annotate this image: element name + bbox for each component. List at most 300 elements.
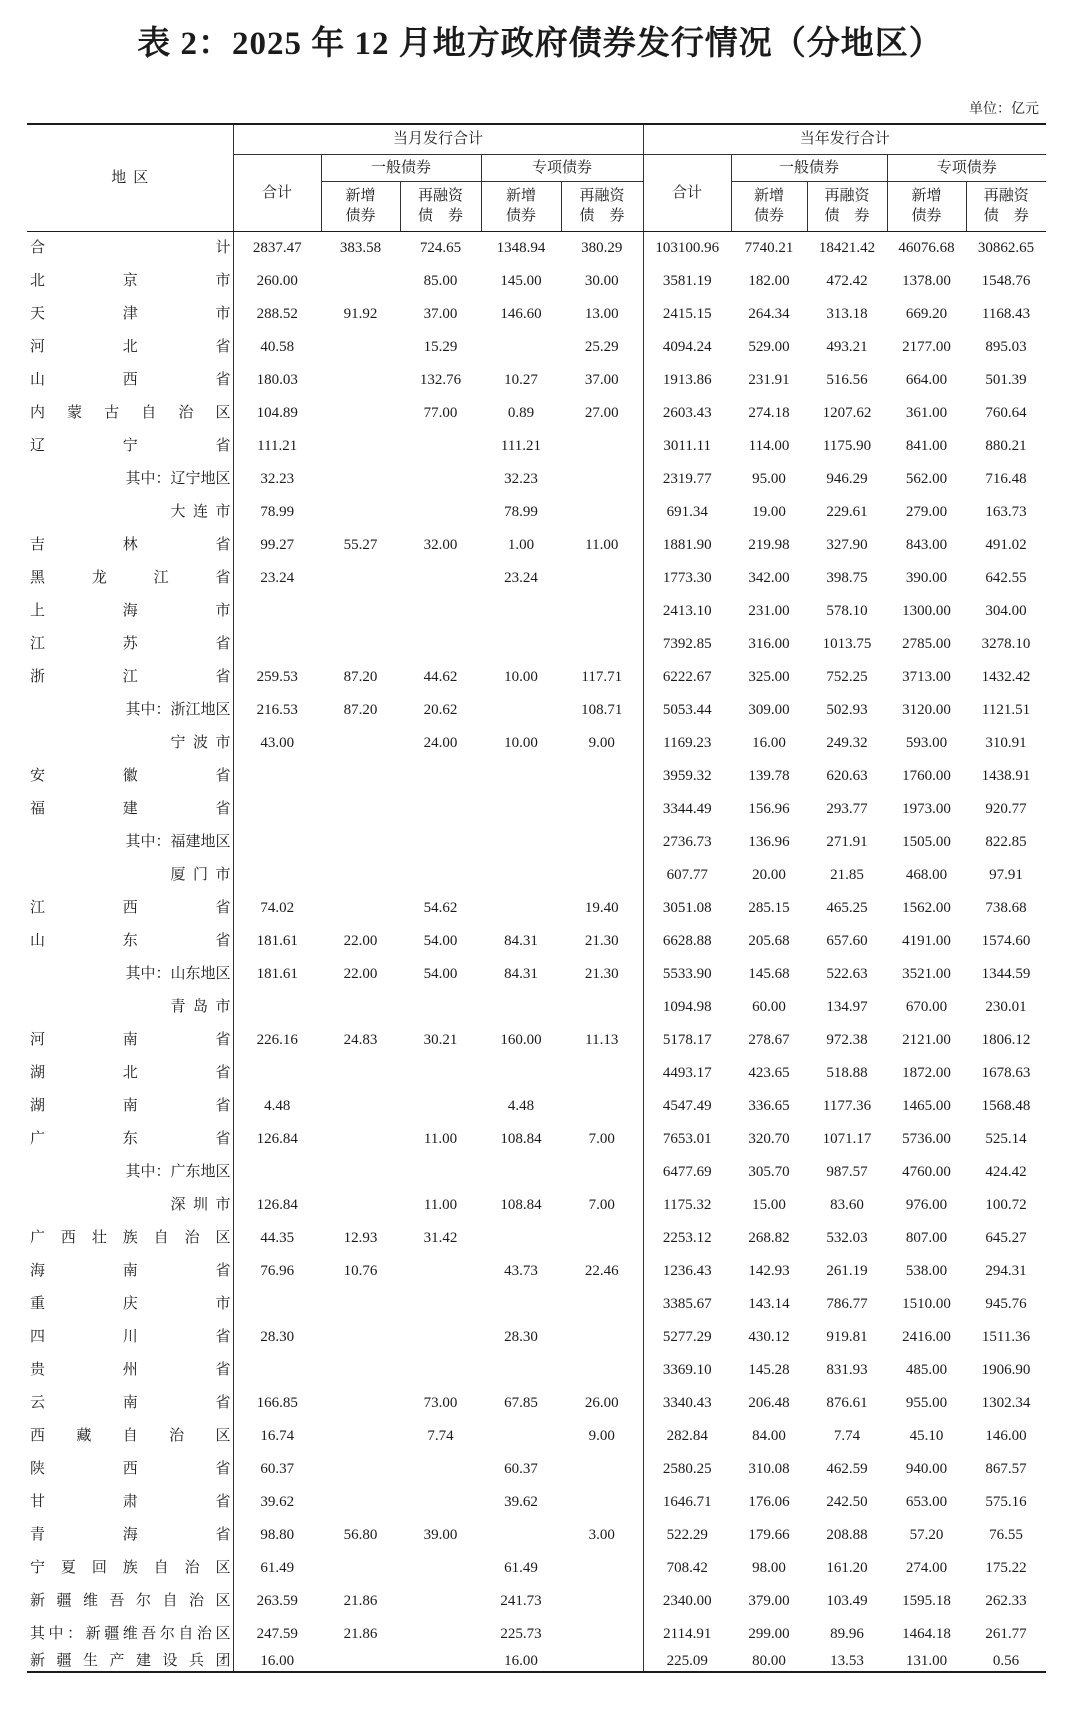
region-wrap: [30, 272, 231, 290]
month-special-new-cell: [481, 594, 561, 627]
year-special-new-cell: 2121.00: [902, 1031, 951, 1048]
year-special-refi-cell: 760.64: [985, 404, 1027, 421]
month-special-refi-cell: 117.71: [561, 660, 643, 693]
month-special-refi-cell: 25.29: [561, 330, 643, 363]
year-special-new-cell: 1760.00: [902, 767, 951, 784]
region-wrap: [30, 1262, 231, 1280]
region-wrap: [30, 536, 231, 554]
region-name: 合计: [30, 239, 231, 256]
region-name: 厦门市: [170, 866, 231, 883]
year-special-new-cell: 2785.00: [902, 635, 951, 652]
month-special-new-cell: [481, 330, 561, 363]
month-special-refi-cell: [561, 1056, 643, 1089]
table-subrow: [27, 1155, 1046, 1188]
region-wrap: [30, 734, 231, 752]
region-wrap: [30, 1652, 231, 1670]
table-row: [27, 1485, 1046, 1518]
year-special-refi-cell: 1432.42: [981, 668, 1031, 685]
month-general-new-cell: [321, 825, 400, 858]
year-general-refi-label: 再融资 债券: [824, 188, 870, 224]
year-special-new-cell: 468.00: [905, 866, 948, 883]
year-special-new-cell: 4760.00: [902, 1163, 951, 1180]
region-wrap: [30, 1592, 231, 1610]
year-general-header: 一般债券: [731, 154, 887, 181]
month-special-new-cell: 146.60: [500, 305, 542, 322]
region-wrap: [30, 1031, 231, 1049]
month-general-refi-cell: [400, 594, 481, 627]
year-general-new-cell: 336.65: [748, 1097, 790, 1114]
month-general-new-cell: [321, 1386, 400, 1419]
year-special-refi-label: 再融资 债券: [983, 188, 1029, 224]
year-general-refi-cell: 293.77: [826, 800, 868, 817]
region-name: 深圳市: [170, 1196, 231, 1213]
month-special-new-cell: [481, 1221, 561, 1254]
year-general-refi-cell: 502.93: [826, 701, 868, 718]
region-wrap: [30, 1295, 231, 1313]
year-total-cell: 2580.25: [662, 1460, 712, 1477]
year-general-new-cell: 145.28: [748, 1361, 790, 1378]
year-special-refi-cell: 146.00: [985, 1427, 1027, 1444]
year-special-refi-cell: 575.16: [985, 1493, 1027, 1510]
year-general-refi-cell: 271.91: [826, 833, 868, 850]
region-wrap: [30, 569, 231, 587]
year-general-refi-cell: 21.85: [830, 866, 864, 883]
table-row: [27, 1419, 1046, 1452]
month-total-cell: 78.99: [260, 503, 295, 520]
month-general-refi-cell: [400, 1452, 481, 1485]
region-name: 湖北省: [30, 1064, 231, 1081]
year-general-new-cell: 206.48: [748, 1394, 790, 1411]
region-wrap: [30, 767, 231, 785]
year-header: 当年发行合计: [643, 124, 1046, 154]
year-general-new-cell: 84.00: [752, 1427, 786, 1444]
region-wrap: [30, 371, 231, 389]
region-header-label: 地区: [111, 169, 149, 186]
region-name: 湖南省: [30, 1097, 231, 1114]
table-row: [27, 1551, 1046, 1584]
region-wrap: [30, 932, 231, 950]
region-cell: [27, 1518, 233, 1551]
year-general-refi-cell: 516.56: [826, 371, 868, 388]
month-general-refi-cell: [400, 1617, 481, 1650]
year-special-refi-cell: 424.42: [985, 1163, 1027, 1180]
region-wrap: [30, 998, 231, 1016]
month-general-refi-cell: 11.00: [423, 1196, 458, 1213]
month-general-new-cell: [321, 1188, 400, 1221]
month-total-cell: 16.74: [260, 1427, 295, 1444]
year-general-refi-cell: 465.25: [826, 899, 868, 916]
year-special-refi-cell: 175.22: [985, 1559, 1027, 1576]
month-total-cell: 28.30: [260, 1328, 295, 1345]
month-special-new-cell: 4.48: [507, 1097, 535, 1114]
region-cell: [27, 858, 233, 891]
month-total-cell: 126.84: [256, 1130, 298, 1147]
year-special-refi-cell: 920.77: [985, 800, 1027, 817]
month-total-cell: 76.96: [260, 1262, 295, 1279]
month-special-refi-cell: [561, 1584, 643, 1617]
region-wrap: [30, 602, 231, 620]
year-general-new-cell: 264.34: [748, 305, 790, 322]
month-special-refi-cell: 11.00: [561, 528, 643, 561]
month-special-new-cell: 1.00: [507, 536, 535, 553]
region-wrap: [30, 1427, 231, 1445]
month-special-new-cell: [481, 1518, 561, 1551]
month-special-refi-cell: 7.00: [561, 1122, 643, 1155]
month-special-refi-cell: 22.46: [561, 1254, 643, 1287]
year-total-cell: 7653.01: [662, 1130, 712, 1147]
year-special-new-label: 新增 债券: [911, 188, 942, 224]
table-subrow: [27, 495, 1046, 528]
region-cell: [27, 1023, 233, 1056]
year-general-refi-cell: 261.19: [826, 1262, 868, 1279]
table-row: [27, 264, 1046, 297]
month-special-refi-cell: 21.30: [561, 924, 643, 957]
month-general-new-cell: 12.93: [343, 1229, 378, 1246]
year-special-refi-cell: 304.00: [985, 602, 1027, 619]
table-row: [27, 1023, 1046, 1056]
month-special-new-cell: 43.73: [504, 1262, 538, 1279]
region-wrap: [30, 965, 231, 983]
month-special-new-cell: [481, 627, 561, 660]
year-special-refi-cell: 0.56: [992, 1652, 1020, 1669]
year-special-refi-cell: 645.27: [985, 1229, 1027, 1246]
month-general-refi-cell: 30.21: [423, 1031, 458, 1048]
month-general-refi-cell: 132.76: [419, 371, 462, 388]
month-general-refi-cell: [400, 1287, 481, 1320]
month-general-new-cell: [321, 1452, 400, 1485]
region-wrap: [30, 338, 231, 356]
year-total-cell: 2415.15: [662, 305, 712, 322]
year-general-new-cell: 114.00: [748, 437, 790, 454]
year-special-new-cell: 1378.00: [902, 272, 951, 289]
year-general-refi-cell: 1177.36: [822, 1097, 872, 1114]
issuance-table: [27, 123, 1046, 1673]
region-name: 河北省: [30, 338, 231, 355]
month-general-new-cell: [321, 429, 400, 462]
month-general-refi-cell: 54.00: [423, 965, 458, 982]
table-header: [27, 124, 1046, 231]
year-special-new-cell: 1595.18: [902, 1592, 951, 1609]
month-general-refi-cell: [400, 1089, 481, 1122]
month-general-refi-cell: [400, 1320, 481, 1353]
region-cell: [27, 1320, 233, 1353]
month-special-new-cell: [481, 1353, 561, 1386]
month-general-refi-cell: [400, 759, 481, 792]
year-general-refi-cell: 946.29: [826, 470, 868, 487]
year-general-refi-cell: 327.90: [826, 536, 868, 553]
table-row: [27, 561, 1046, 594]
month-total-cell: 61.49: [260, 1559, 295, 1576]
year-general-new-cell: 423.65: [748, 1064, 790, 1081]
year-general-new-cell: 7740.21: [744, 239, 794, 256]
month-special-new-cell: [481, 990, 561, 1023]
region-name: 广东省: [30, 1130, 231, 1147]
month-general-refi-cell: [400, 990, 481, 1023]
region-cell: [27, 1386, 233, 1419]
region-name: 内蒙古自治区: [30, 404, 231, 421]
month-total-cell: 111.21: [257, 437, 298, 454]
region-wrap: [30, 1097, 231, 1115]
year-special-new-cell: 807.00: [905, 1229, 948, 1246]
year-general-new-cell: 145.68: [748, 965, 790, 982]
month-general-new-cell: [321, 495, 400, 528]
month-special-new-cell: 241.73: [500, 1592, 542, 1609]
region-cell: [27, 1551, 233, 1584]
month-general-new-cell: [321, 1650, 400, 1672]
year-general-refi-cell: 313.18: [826, 305, 868, 322]
year-general-refi-cell: 398.75: [826, 569, 868, 586]
month-total-cell: 166.85: [256, 1394, 298, 1411]
region-wrap: [30, 635, 231, 653]
year-total-cell: 2603.43: [662, 404, 712, 421]
region-wrap: [30, 833, 231, 851]
year-total-cell: 6628.88: [662, 932, 712, 949]
year-general-refi-cell: 83.60: [830, 1196, 864, 1213]
month-total-cell: 16.00: [260, 1652, 295, 1669]
month-total-cell: 104.89: [256, 404, 298, 421]
year-total-cell: 1236.43: [662, 1262, 712, 1279]
region-cell: [27, 627, 233, 660]
month-general-new-header: [321, 181, 400, 231]
region-cell: [27, 792, 233, 825]
year-total-cell: 3051.08: [662, 899, 712, 916]
year-general-refi-cell: 972.38: [826, 1031, 868, 1048]
month-special-refi-cell: [561, 1353, 643, 1386]
month-general-refi-cell: 15.29: [423, 338, 458, 355]
month-special-refi-cell: [561, 429, 643, 462]
page-title: 表 2：2025 年 12 月地方政府债券发行情况（分地区）: [137, 26, 943, 62]
region-wrap: [30, 1394, 231, 1412]
year-total-cell: 2253.12: [662, 1229, 712, 1246]
year-general-new-cell: 278.67: [748, 1031, 790, 1048]
month-general-refi-cell: 54.00: [423, 932, 458, 949]
month-general-refi-cell: [400, 858, 481, 891]
year-general-refi-cell: 18421.42: [818, 239, 876, 256]
month-special-refi-cell: 37.00: [561, 363, 643, 396]
region-name: 宁波市: [170, 734, 231, 751]
total-row: [27, 231, 1046, 264]
table-subrow: [27, 462, 1046, 495]
month-special-new-cell: 10.27: [504, 371, 538, 388]
year-total-cell: 522.29: [666, 1526, 708, 1543]
year-special-refi-cell: 525.14: [985, 1130, 1027, 1147]
region-wrap: [30, 668, 231, 686]
month-special-refi-cell: 108.71: [561, 693, 643, 726]
month-special-new-cell: 10.00: [504, 734, 538, 751]
month-total-cell: [233, 1353, 321, 1386]
month-general-refi-label: 再融资 债券: [417, 188, 463, 224]
month-special-new-cell: 145.00: [500, 272, 542, 289]
month-general-new-cell: 24.83: [343, 1031, 378, 1048]
month-special-new-cell: [481, 1287, 561, 1320]
region-name: 其中：广东地区: [125, 1163, 231, 1180]
region-wrap: [30, 1460, 231, 1478]
year-general-new-cell: 139.78: [748, 767, 790, 784]
month-general-refi-cell: 20.62: [423, 701, 458, 718]
month-total-cell: 247.59: [256, 1625, 298, 1642]
month-general-new-cell: [321, 1353, 400, 1386]
region-wrap: [30, 800, 231, 818]
month-special-new-cell: 32.23: [504, 470, 538, 487]
month-total-cell: 259.53: [256, 668, 298, 685]
year-special-refi-cell: 880.21: [985, 437, 1027, 454]
month-special-new-cell: [481, 693, 561, 726]
year-total-cell: 3385.67: [662, 1295, 712, 1312]
month-total-header: 合计: [233, 154, 321, 231]
year-total-cell: 4493.17: [662, 1064, 712, 1081]
year-special-new-cell: 1973.00: [902, 800, 951, 817]
region-cell: [27, 594, 233, 627]
region-cell: [27, 1155, 233, 1188]
year-total-cell: 5053.44: [662, 701, 712, 718]
region-name: 海南省: [30, 1262, 231, 1279]
year-general-new-cell: 219.98: [748, 536, 790, 553]
month-total-cell: 23.24: [260, 569, 295, 586]
month-special-new-cell: 111.21: [500, 437, 542, 454]
month-general-refi-cell: [400, 429, 481, 462]
year-special-refi-cell: 716.48: [985, 470, 1027, 487]
region-cell: [27, 330, 233, 363]
month-header: 当月发行合计: [233, 124, 643, 154]
year-general-refi-header: [807, 181, 887, 231]
month-special-new-label: 新增 债券: [505, 188, 536, 224]
year-general-new-cell: 95.00: [752, 470, 786, 487]
year-special-refi-cell: 1574.60: [981, 932, 1031, 949]
year-general-refi-cell: 522.63: [826, 965, 868, 982]
month-special-new-cell: 225.73: [500, 1625, 542, 1642]
month-general-refi-cell: [400, 1584, 481, 1617]
table-row: [27, 627, 1046, 660]
month-special-refi-cell: [561, 1452, 643, 1485]
year-general-refi-cell: 987.57: [826, 1163, 868, 1180]
month-general-refi-cell: 77.00: [423, 404, 458, 421]
month-special-refi-cell: [561, 1089, 643, 1122]
table-row: [27, 1254, 1046, 1287]
year-special-refi-cell: 1344.59: [981, 965, 1031, 982]
year-special-new-cell: 653.00: [905, 1493, 948, 1510]
table-subrow: [27, 1650, 1046, 1672]
month-general-refi-cell: 37.00: [423, 305, 458, 322]
year-general-new-cell: 274.18: [748, 404, 790, 421]
month-general-new-cell: [321, 1122, 400, 1155]
region-cell: [27, 1221, 233, 1254]
region-name: 上海市: [30, 602, 231, 619]
month-total-cell: 40.58: [260, 338, 295, 355]
month-general-refi-cell: 7.74: [427, 1427, 454, 1444]
table-row: [27, 330, 1046, 363]
year-general-refi-cell: 249.32: [826, 734, 868, 751]
year-special-new-cell: 562.00: [905, 470, 948, 487]
month-special-refi-header: [561, 181, 643, 231]
month-general-refi-cell: [400, 825, 481, 858]
month-special-refi-cell: [561, 1287, 643, 1320]
month-general-new-cell: [321, 792, 400, 825]
year-special-refi-cell: 76.55: [989, 1526, 1023, 1543]
region-cell: [27, 1122, 233, 1155]
month-general-refi-cell: [400, 627, 481, 660]
month-general-new-cell: [321, 462, 400, 495]
month-general-refi-cell: [400, 462, 481, 495]
region-name: 其中：辽宁地区: [125, 470, 231, 487]
month-total-cell: 39.62: [260, 1493, 295, 1510]
year-general-refi-cell: 229.61: [826, 503, 868, 520]
month-special-new-cell: 84.31: [504, 932, 538, 949]
month-general-new-cell: [321, 1320, 400, 1353]
year-special-refi-cell: 738.68: [985, 899, 1027, 916]
table-row: [27, 1518, 1046, 1551]
month-general-new-cell: [321, 561, 400, 594]
month-special-new-cell: 78.99: [504, 503, 538, 520]
region-header: [27, 124, 233, 231]
month-general-refi-cell: [400, 1155, 481, 1188]
table-row: [27, 1221, 1046, 1254]
month-general-refi-cell: 724.65: [419, 239, 462, 256]
table-row: [27, 396, 1046, 429]
year-special-new-cell: 669.20: [905, 305, 948, 322]
region-name: 江苏省: [30, 635, 231, 652]
month-total-cell: [233, 858, 321, 891]
region-wrap: [30, 1559, 231, 1577]
month-general-new-cell: [321, 1089, 400, 1122]
year-general-new-cell: 205.68: [748, 932, 790, 949]
region-name: 四川省: [30, 1328, 231, 1345]
year-general-new-cell: 529.00: [748, 338, 790, 355]
region-wrap: [30, 1361, 231, 1379]
month-general-new-cell: [321, 396, 400, 429]
table-row: [27, 1287, 1046, 1320]
region-cell: [27, 726, 233, 759]
year-special-new-cell: 593.00: [905, 734, 948, 751]
year-special-refi-header: [966, 181, 1046, 231]
year-general-new-cell: 179.66: [748, 1526, 790, 1543]
region-name: 福建省: [30, 800, 231, 817]
year-general-new-cell: 143.14: [748, 1295, 790, 1312]
region-cell: [27, 924, 233, 957]
table-row: [27, 1056, 1046, 1089]
table-subrow: [27, 726, 1046, 759]
year-general-refi-cell: 7.74: [833, 1427, 861, 1444]
year-general-refi-cell: 876.61: [826, 1394, 868, 1411]
month-total-cell: 98.80: [260, 1526, 295, 1543]
table-subrow: [27, 693, 1046, 726]
year-general-new-cell: 60.00: [752, 998, 786, 1015]
month-special-refi-cell: [561, 1551, 643, 1584]
year-special-refi-cell: 1511.36: [981, 1328, 1031, 1345]
table-row: [27, 1584, 1046, 1617]
table-row: [27, 363, 1046, 396]
year-special-refi-cell: 945.76: [985, 1295, 1027, 1312]
month-general-new-cell: 21.86: [343, 1592, 378, 1609]
year-total-cell: 5533.90: [662, 965, 712, 982]
month-special-new-cell: [481, 792, 561, 825]
month-total-cell: 226.16: [256, 1031, 298, 1048]
month-general-new-cell: [321, 1287, 400, 1320]
year-general-new-cell: 231.00: [748, 602, 790, 619]
year-special-refi-cell: 262.33: [985, 1592, 1027, 1609]
year-special-new-cell: 45.10: [909, 1427, 944, 1444]
month-special-new-cell: 61.49: [504, 1559, 538, 1576]
table-row: [27, 1089, 1046, 1122]
year-general-new-cell: 142.93: [748, 1262, 790, 1279]
year-general-new-cell: 16.00: [752, 734, 786, 751]
month-general-new-cell: [321, 1551, 400, 1584]
month-general-new-cell: [321, 726, 400, 759]
year-total-cell: 1646.71: [662, 1493, 712, 1510]
year-special-new-cell: 664.00: [905, 371, 948, 388]
region-name: 陕西省: [30, 1460, 231, 1477]
year-general-refi-cell: 462.59: [826, 1460, 868, 1477]
region-name: 大连市: [170, 503, 231, 520]
